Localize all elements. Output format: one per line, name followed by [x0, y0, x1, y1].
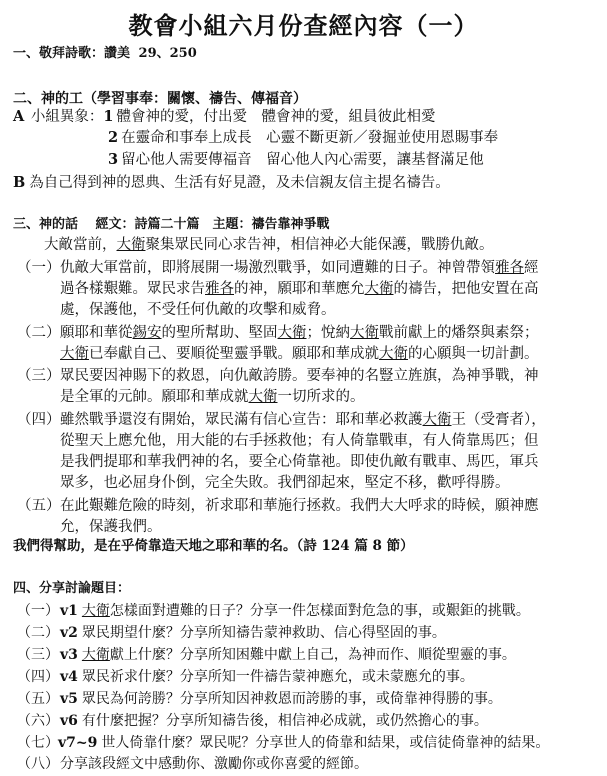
key-verse-chapter-unit: 篇 — [354, 538, 368, 554]
question-line — [60, 757, 368, 771]
question-line — [60, 670, 474, 684]
question-text: 獻上什麼？分享所知困難中獻上自己，為神而作、順從聖靈的事。 — [109, 647, 516, 663]
underlined-name: 大衛 — [60, 346, 89, 362]
question-line — [58, 736, 549, 750]
prayer-text: 為自己得到神的恩典、生活有好見證，及未信親友信主提名禱告。 — [29, 175, 450, 191]
question-label: （五） — [17, 691, 59, 707]
key-verse-verse-unit: 節） — [386, 538, 414, 554]
underlined-name: 大衛 — [422, 412, 452, 428]
question-text: 眾民為何誇勝？分享所知因神救恩而誇勝的事，或倚靠神得勝的事。 — [81, 691, 502, 707]
paragraph-text: 從聖天上應允他，用大能的右手拯救他；有人倚靠戰車，有人倚靠馬匹；但 — [60, 433, 539, 449]
paragraph-text: 允，保護我們。 — [60, 519, 162, 535]
paragraph-line — [60, 282, 539, 297]
paragraph-line — [60, 434, 539, 449]
question-text: 怎樣面對遭難的日子？分享一件怎樣面對危急的事，或艱鉅的挑戰。 — [109, 603, 530, 619]
page-title: 教會小組六月份查經內容（一） — [128, 11, 479, 40]
underlined-name: 大衛 — [81, 647, 110, 663]
paragraph-text: 過各樣艱難。眾民求告 — [60, 281, 205, 297]
paragraph-text: 雖然戰爭還沒有開始，眾民滿有信心宣告：耶和華必救護 — [60, 412, 423, 428]
paragraph-text: 經 — [524, 260, 539, 276]
section-word-heading: 三、神的話 經文：詩篇二十篇 主題：禱告靠神爭戰 — [13, 217, 330, 232]
underlined-name: 大衛 — [116, 237, 146, 253]
vision-line-2 — [108, 131, 498, 146]
underlined-name: 大衛 — [350, 325, 379, 341]
question-line — [60, 626, 446, 640]
paragraph-text: 王（受膏者）， — [451, 412, 546, 428]
paragraph-line — [60, 455, 539, 470]
question-line — [60, 648, 516, 662]
key-verse — [13, 540, 414, 554]
vision-line-3 — [108, 153, 484, 168]
prayer-label-b: B — [13, 174, 26, 191]
paragraph-line — [60, 520, 162, 535]
question-verse-ref: v1 — [60, 603, 78, 619]
question-verse-ref: v2 — [60, 625, 78, 641]
paragraph-text: ；悅納 — [306, 325, 350, 341]
intro-text: 大敵當前， — [44, 237, 117, 253]
vision-3-num: 3 — [108, 151, 119, 168]
vision-1-text: 體會神的愛，付出愛 體會神的愛，組員彼此相愛 — [116, 109, 436, 125]
question-verse-ref: v4 — [60, 669, 78, 685]
underlined-name: 雅各 — [495, 260, 524, 276]
paragraph-line — [60, 499, 539, 514]
question-verse-ref: v6 — [60, 713, 78, 729]
vision-2-text: 在靈命和事奉上成長 心靈不斷更新／發掘並使用恩賜事奉 — [121, 130, 499, 146]
paragraph-label: （五） — [17, 498, 61, 514]
question-verse-ref: v3 — [60, 647, 78, 663]
question-text: 世人倚靠什麼？眾民呢？分享世人的倚靠和結果，或信徒倚靠神的結果。 — [101, 735, 550, 751]
paragraph-text: 眾民要因神賜下的救恩，向仇敵誇勝。要奉神的名豎立旌旗，為神爭戰，神 — [60, 368, 539, 384]
question-verse-ref: v7~9 — [58, 735, 98, 751]
underlined-name: 大衛 — [364, 281, 394, 297]
section-worship — [13, 47, 197, 60]
question-label: （六） — [17, 713, 59, 729]
paragraph-text: 處，保護他，不受任何仇敵的攻擊和威脅。 — [60, 302, 336, 318]
paragraph-line — [60, 390, 365, 405]
paragraph-label: （一） — [17, 260, 61, 276]
section-worship-heading: 一、敬拜詩歌：讚美 — [13, 46, 131, 61]
paragraph-text: 一切所求的。 — [277, 389, 365, 405]
underlined-name: 大衛 — [277, 325, 307, 341]
paragraph-label: （四） — [17, 412, 61, 428]
underlined-name: 大衛 — [379, 346, 408, 362]
paragraph-line — [60, 326, 539, 341]
paragraph-label: （二） — [17, 325, 61, 341]
underlined-name: 大衛 — [81, 603, 110, 619]
underlined-name: 雅各 — [205, 281, 234, 297]
paragraph-text: 是我們提耶和華我們神的名，要全心倚靠祂。即使仇敵有戰車、馬匹，軍兵 — [60, 454, 539, 470]
vision-prefix: 小組異象： — [30, 109, 104, 125]
question-label: （一） — [17, 603, 59, 619]
question-line — [60, 604, 530, 618]
paragraph-text: 戰前獻上的燔祭與素祭； — [379, 325, 539, 341]
paragraph-line — [60, 261, 539, 276]
question-text: 眾民祈求什麼？分享所知一件禱告蒙神應允，或未蒙應允的事。 — [81, 669, 474, 685]
underlined-name: 大衛 — [248, 389, 278, 405]
section-discussion-heading: 四、分享討論題目： — [13, 581, 131, 596]
question-text: 分享該段經文中感動你、激勵你或你喜愛的經節。 — [60, 756, 368, 772]
key-verse-chapter: 124 — [321, 538, 350, 554]
vision-label-a: A — [13, 108, 25, 125]
paragraph-text: 仇敵大軍當前，即將展開一場激烈戰爭，如同遭難的日子。神曾帶領 — [60, 260, 495, 276]
prayer-line-b — [13, 176, 450, 191]
intro-text: 聚集眾民同心求告神，相信神必大能保護，戰勝仇敵。 — [145, 237, 494, 253]
question-text: 有什麼把握？分享所知禱告後，相信神必成就，或仍然擔心的事。 — [81, 713, 488, 729]
section-gods-work-heading: 二、神的工（學習事奉：關懷、禱告、傳福音） — [13, 91, 307, 107]
question-label: （三） — [17, 647, 59, 663]
vision-3-text: 留心他人需要傳福音 留心他人內心需要，讓基督滿足他 — [121, 152, 484, 168]
paragraph-line — [60, 369, 539, 384]
paragraph-text: 眾多，也必屈身仆倒，完全失敗。我們卻起來，堅定不移，歡呼得勝。 — [60, 475, 510, 491]
question-label: （八） — [17, 756, 59, 772]
paragraph-text: 已奉獻自己、要順從聖靈爭戰。願耶和華成就 — [89, 346, 379, 362]
question-verse-ref: v5 — [60, 691, 78, 707]
paragraph-line — [60, 303, 336, 318]
question-text: 眾民期望什麼？分享所知禱告蒙神救助、信心得堅固的事。 — [81, 625, 446, 641]
paragraph-line — [60, 476, 510, 491]
paragraph-text: 的聖所幫助、堅固 — [161, 325, 278, 341]
question-label: （七） — [17, 735, 59, 751]
paragraph-text: 願耶和華從 — [60, 325, 133, 341]
paragraph-text: 是全軍的元帥。願耶和華成就 — [60, 389, 249, 405]
worship-song-numbers: 29、250 — [138, 46, 197, 61]
vision-2-num: 2 — [108, 129, 119, 146]
question-line — [60, 692, 502, 706]
key-verse-text: 我們得幫助，是在乎倚靠造天地之耶和華的名。（詩 — [13, 538, 317, 554]
question-label: （四） — [17, 669, 59, 685]
paragraph-line — [60, 347, 539, 362]
paragraph-label: （三） — [17, 368, 61, 384]
paragraph-text: 的禱告，把他安置在高 — [393, 281, 539, 297]
paragraph-line — [60, 413, 546, 428]
paragraph-text: 在此艱難危險的時刻，祈求耶和華施行拯救。我們大大呼求的時候，願神應 — [60, 498, 539, 514]
key-verse-verse: 8 — [372, 538, 382, 554]
word-intro — [44, 238, 494, 253]
underlined-name: 錫安 — [132, 325, 162, 341]
paragraph-text: 的心願與一切計劃。 — [408, 346, 539, 362]
question-label: （二） — [17, 625, 59, 641]
vision-1-num: 1 — [103, 108, 114, 125]
vision-line-1 — [13, 110, 435, 125]
paragraph-text: 的神，願耶和華應允 — [234, 281, 365, 297]
question-line — [60, 714, 488, 728]
